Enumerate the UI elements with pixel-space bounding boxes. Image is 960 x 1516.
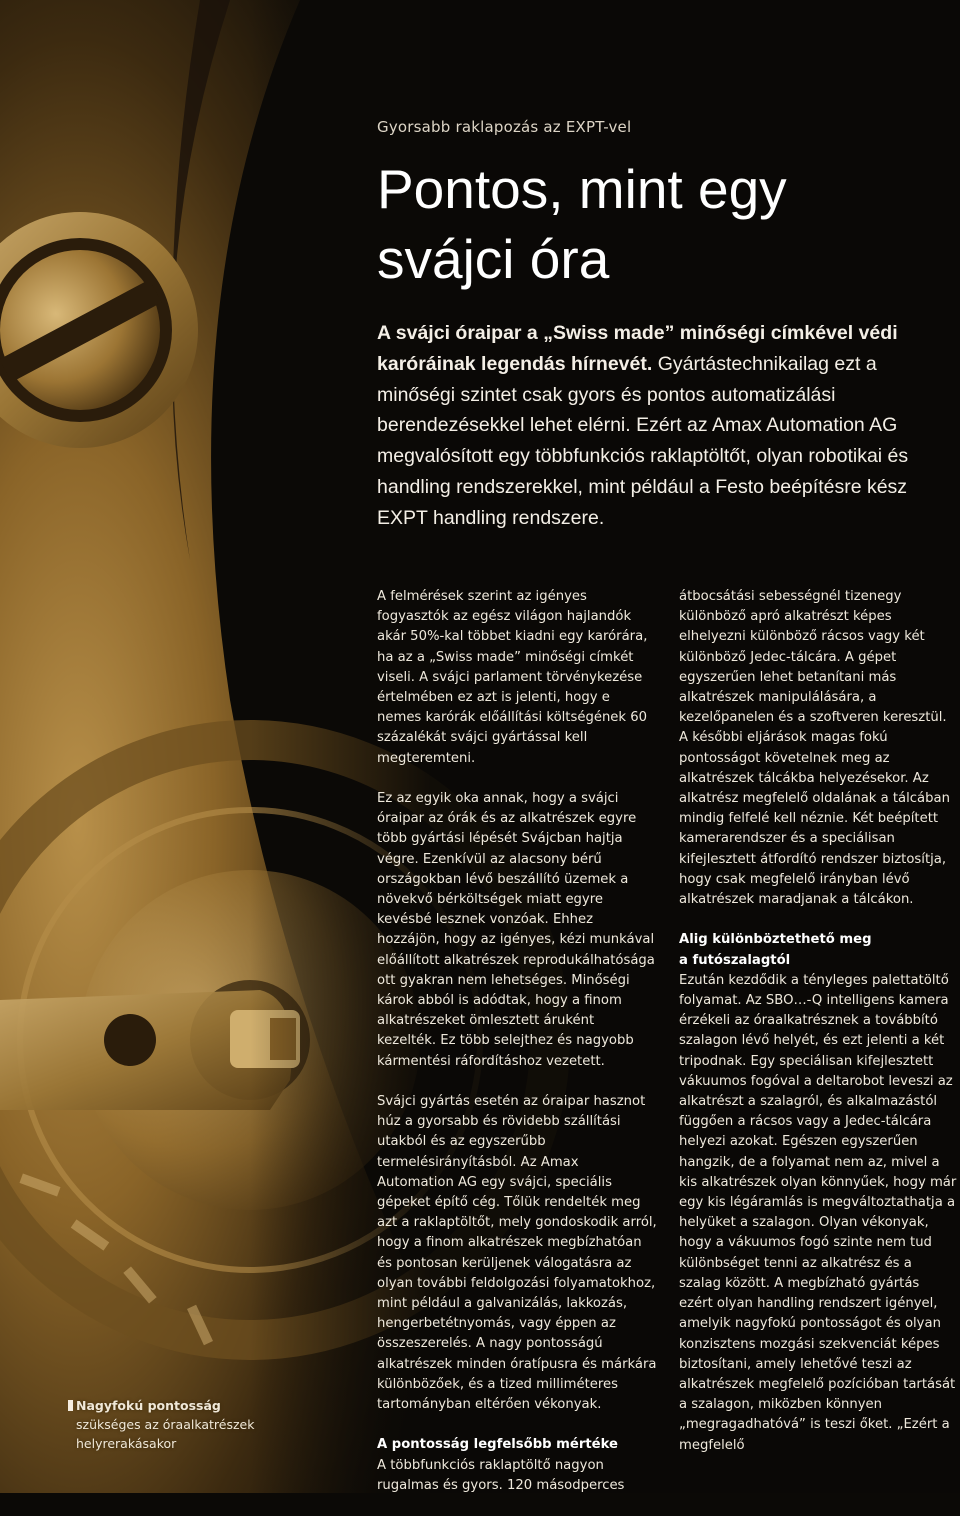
body-paragraph: átbocsátási sebességnél tizenegy különböző apró alkatrészt képes elhelyezni különböző rácsos vagy két különböző Jedec-tálcára. A gépet egyszerűen lehet betanítani más alkatrészek manipulálására, a kezelőpanelen és a szoftveren keresztül. A későbbi eljárások magas fokú pontosságot követelnek meg az alkatrészek tálcákba helyezésekor. Az alkatrész megfelelő oldalának a tálcában mindig felfelé kell néznie. Két beépített kamerarendszer és a speciálisan kifejlesztett átfordító rendszer biztosítja, hogy csak megfelelő irányban lévő alkatrészek maradjanak a tálcákon. <box>679 589 950 908</box>
body-column-1 <box>377 587 657 1516</box>
body-paragraph: Ez az egyik oka annak, hogy a svájci óraipar az órák és az alkatrészek egyre több gyártási lépését Svájcban hajtja végre. Ezenkívül az alacsony bérű országokban lévő beszállító üzemek a növekvő bérköltségek miatt egyre kevésbé lesznek vonzóak. Ehhez hozzájön, hogy az igényes, kézi munkával előállított alkatrészek reprodukálhatósága ott gyakran nem lehetséges. Minőségi károk abból is adódtak, hogy a finom alkatrészeket ömlesztett áruként kezelték. Ez több selejthez és nagyobb kármentési ráfordításhoz vezetett. <box>377 791 655 1069</box>
title-line-1: Pontos, mint egy <box>377 158 787 220</box>
caption-text: szükséges az óraalkatrészek helyrerakásakor <box>76 1417 255 1451</box>
body-paragraph: Svájci gyártás esetén az óraipar hasznot húz a gyorsabb és rövidebb szállítási utakból és az egyszerűbb termelésirányításból. Az Amax Automation AG egy svájci, speciális gépeket építő cég. Tőlük rendelték meg azt a raklaptöltőt, mely gondoskodik arról, hogy a finom alkatrészek megbízhatóan és pontosan kerüljenek válogatásra az olyan további feldolgozási folyamatokhoz, mint például a galvanizálás, lakkozás, hengerbetétnyomás, vagy éppen az összeszerelés. A nagy pontosságú alkatrészek minden óratípusra és márkára különbözőek, és a tized milliméteres tartományban eltérően vékonyak. <box>377 1094 657 1413</box>
subheading-line-1: Alig különböztethető meg <box>679 932 872 948</box>
subheading-line-2: a futószalagtól <box>679 952 791 968</box>
section-overline: Gyorsabb raklapozás az EXPT-vel <box>377 118 632 136</box>
body-paragraph: A többfunkciós raklaptöltő nagyon rugalmas és gyors. 120 másodperces <box>377 1457 625 1493</box>
title-line-2: svájci óra <box>377 228 610 290</box>
caption-bold: Nagyfokú pontosság <box>76 1398 221 1413</box>
article-title <box>377 154 947 294</box>
body-column-2 <box>679 587 957 1476</box>
body-paragraph: Ezután kezdődik a tényleges palettatöltő folyamat. Az SBO…-Q intelligens kamera érzékeli az óraalkatrésznek a továbbító szalagon lévő helyét, és ezt jelenti a két tripodnak. Egy speciálisan kifejlesztett vákuumos fogóval a deltarobot leveszi az alkatrészt a szalagról, és alkalmazástól függően a rácsos vagy a Jedec-tálcára helyezi azokat. Egészen egyszerűen hangzik, de a folyamat nem az, mivel a kis alkatrészek olyan könnyűek, hogy már egy kis légáramlás is megváltoztathatja a helyüket a szalagon. Olyan vékonyak, hogy a vákuumos fogó szinte nem tud különbséget tenni az alkatrész és a szalag között. A megbízható gyártás ezért olyan handling rendszert igényel, amelyik nagyfokú pontosságot és olyan konzisztens mozgási szekvenciát képes biztosítani, amely lehetővé teszi az alkatrészek megfelelő pozícióban tartását a szalagon, miközben könnyen „megragadhatóvá” is teszi őket. „Ezért a megfelelő <box>679 972 957 1453</box>
lead-bold: A svájci óraipar a „Swiss made” minőségi címkével védi karóráinak legendás hírnevét. <box>377 322 898 375</box>
caption-marker <box>68 1400 73 1411</box>
subheading <box>679 930 957 970</box>
lead-paragraph <box>377 318 955 534</box>
body-paragraph: A felmérések szerint az igényes fogyasztók az egész világon hajlandók akár 50%-kal többet kiadni egy karórára, ha az a „Swiss made” minőségi címkét viseli. A svájci parlament törvénykezése értelmében ez azt is jelenti, hogy e nemes karórák előállítási költségének 60 százalékát svájci gyártással kell megteremteni. <box>377 589 648 766</box>
subheading: A pontosság legfelsőbb mértéke <box>377 1437 618 1453</box>
lead-text: Gyártástechnikailag ezt a minőségi szintet csak gyors és pontos automatizálási berendezésekkel lehet elérni. Ezért az Amax Automation AG megvalósított egy többfunkciós raklaptöltőt, olyan robotikai és handling rendszerekkel, mint például a Festo beépítésre kész EXPT handling rendszere. <box>377 352 909 529</box>
image-caption <box>76 1396 286 1453</box>
